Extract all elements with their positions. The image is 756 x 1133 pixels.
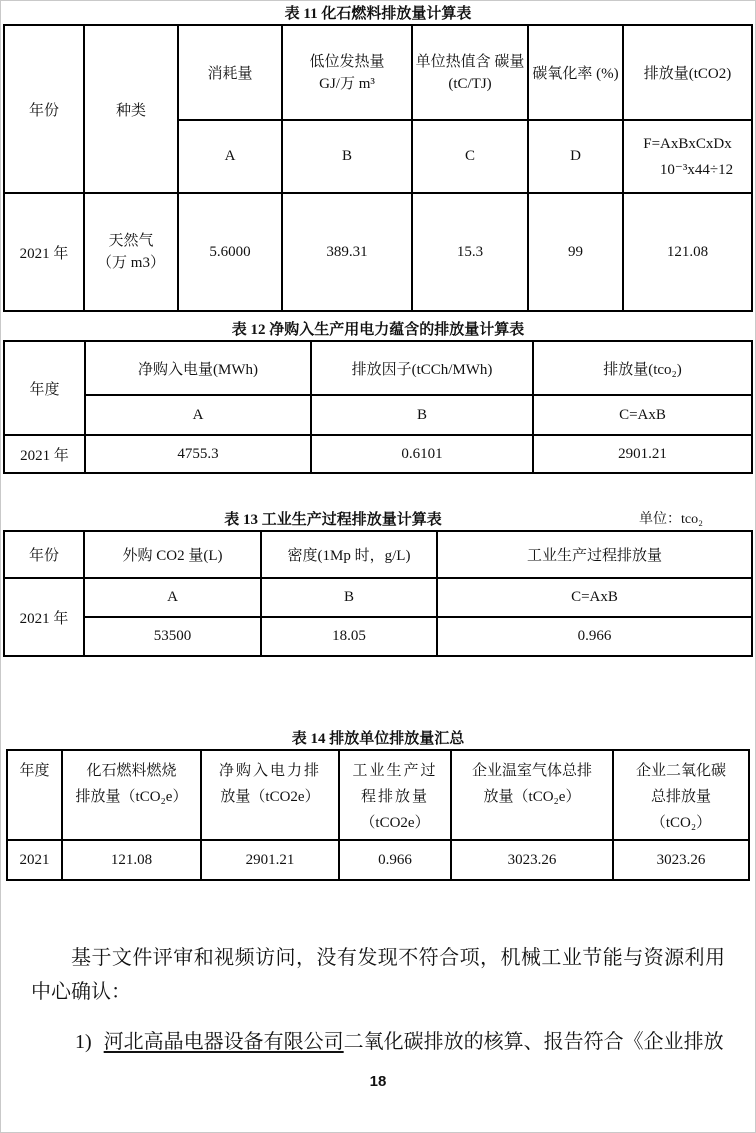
company-name: 河北高晶电器设备有限公司 [103, 1031, 344, 1053]
t14-header-ghg-total-line1: 企业温室气体总排 [471, 763, 592, 779]
t12-row-value-a: 4755.3 [85, 435, 311, 473]
t11-formula-f-line1: F=AxBxCxDx [643, 135, 732, 152]
t11-header-consumption: 消耗量 [178, 25, 282, 120]
t14-row-co2-total: 3023.26 [613, 840, 749, 880]
t11-row-year: 2021 年 [4, 193, 84, 311]
t14-header-electricity [201, 750, 339, 840]
table13-title-row [1, 510, 755, 530]
t14-header-co2-total-line3: （tCO₂） [650, 815, 712, 831]
table-industrial-process-emissions [3, 530, 753, 657]
t14-header-process-line3: （tCO2e） [360, 815, 430, 831]
item-number: 1) [75, 1031, 92, 1053]
t11-header-carbon-line2: (tC/TJ) [448, 75, 492, 92]
table-purchased-electricity-emissions [3, 340, 753, 474]
t13-formula-c: C=AxB [437, 578, 752, 617]
t11-header-type: 种类 [84, 25, 178, 193]
table13-unit-label: 单位：tco₂ [639, 512, 703, 527]
t11-row-value-a: 5.6000 [178, 193, 282, 311]
item-text: 二氧化碳排放的核算、报告符合《企业排放 [343, 1031, 724, 1053]
t14-row-ghg-total: 3023.26 [451, 840, 613, 880]
t11-header-ncv-line1: 低位发热量 [309, 53, 385, 70]
t11-row-value-d: 99 [528, 193, 623, 311]
t13-row-value-c: 0.966 [437, 617, 752, 656]
t13-row-value-b: 18.05 [261, 617, 437, 656]
t14-header-ghg-total [451, 750, 613, 840]
t14-header-electricity-line1: 净购入电力排 [218, 763, 321, 779]
t14-header-fossil [62, 750, 201, 840]
t14-header-co2-total [613, 750, 749, 840]
t13-header-co2: 外购 CO2 量(L) [84, 531, 261, 578]
table11-title: 表 11 化石燃料排放量计算表 [284, 6, 472, 22]
t11-row-value-b: 389.31 [282, 193, 412, 311]
t11-formula-f [623, 120, 752, 193]
t12-row-year: 2021 年 [4, 435, 85, 473]
t14-row-electricity: 2901.21 [201, 840, 339, 880]
t14-header-year [7, 750, 62, 840]
page-number: 18 [369, 1073, 387, 1090]
t14-header-fossil-line2: 排放量（tCO₂e） [75, 789, 188, 805]
conclusion-paragraph: 基于文件评审和视频访问，没有发现不符合项，机械工业节能与资源利用中心确认： [31, 947, 725, 1003]
t12-header-year: 年度 [4, 341, 85, 435]
table13-title: 表 13 工业生产过程排放量计算表 [224, 512, 442, 528]
t12-header-factor: 排放因子(tCCh/MWh) [311, 341, 533, 395]
t14-header-year-line1: 年度 [19, 763, 50, 779]
t13-header-density: 密度(1Mp 时，g/L) [261, 531, 437, 578]
t11-header-carbon-line1: 单位热值含 碳量 [415, 53, 525, 70]
t11-formula-c: C [412, 120, 528, 193]
t14-row-fossil: 121.08 [62, 840, 201, 880]
t14-header-ghg-total-line2: 放量（tCO₂e） [483, 789, 581, 805]
t11-row-fuel-type-line2: （万 m3） [97, 255, 165, 271]
t11-row-fuel-type [84, 193, 178, 311]
t11-header-year: 年份 [4, 25, 84, 193]
table14-title: 表 14 排放单位排放量汇总 [291, 731, 465, 747]
table12-title: 表 12 净购入生产用电力蕴含的排放量计算表 [231, 322, 525, 338]
t12-header-power: 净购入电量(MWh) [85, 341, 311, 395]
t11-header-carbon [412, 25, 528, 120]
t14-header-process-line2: 程排放量 [360, 789, 429, 805]
t12-formula-c: C=AxB [533, 395, 752, 435]
t11-formula-d: D [528, 120, 623, 193]
t12-row-value-b: 0.6101 [311, 435, 533, 473]
t14-header-co2-total-line2: 总排放量 [650, 789, 711, 805]
t11-row-value-c: 15.3 [412, 193, 528, 311]
t11-header-emission: 排放量(tCO2) [623, 25, 752, 120]
conclusion-item-1 [75, 1029, 725, 1055]
table-fossil-fuel-emissions [3, 24, 753, 312]
t14-row-year: 2021 [7, 840, 62, 880]
t14-header-process-line1: 工业生产过 [352, 763, 438, 779]
t13-formula-a: A [84, 578, 261, 617]
t11-formula-f-line2: 10⁻³x44÷12 [659, 161, 734, 178]
t13-row-year: 2021 年 [4, 578, 84, 656]
t12-header-emission: 排放量(tco₂) [533, 341, 752, 395]
t11-row-value-f: 121.08 [623, 193, 752, 311]
t14-row-process: 0.966 [339, 840, 451, 880]
t14-header-electricity-line2: 放量（tCO2e） [220, 789, 320, 805]
t13-row-value-a: 53500 [84, 617, 261, 656]
t12-formula-b: B [311, 395, 533, 435]
t13-formula-b: B [261, 578, 437, 617]
t13-header-process: 工业生产过程排放量 [437, 531, 752, 578]
t11-row-fuel-type-line1: 天然气 [108, 233, 154, 249]
t14-header-fossil-line1: 化石燃料燃烧 [86, 763, 177, 779]
t11-header-oxidation: 碳氧化率 (%) [528, 25, 623, 120]
t11-header-ncv [282, 25, 412, 120]
t11-formula-a: A [178, 120, 282, 193]
t12-row-value-c: 2901.21 [533, 435, 752, 473]
t14-header-co2-total-line1: 企业二氧化碳 [635, 763, 726, 779]
t11-formula-b: B [282, 120, 412, 193]
t14-header-process [339, 750, 451, 840]
t12-formula-a: A [85, 395, 311, 435]
table-emissions-summary [6, 749, 750, 881]
t13-header-year: 年份 [4, 531, 84, 578]
t11-header-ncv-line2: GJ/万 m³ [319, 75, 375, 92]
